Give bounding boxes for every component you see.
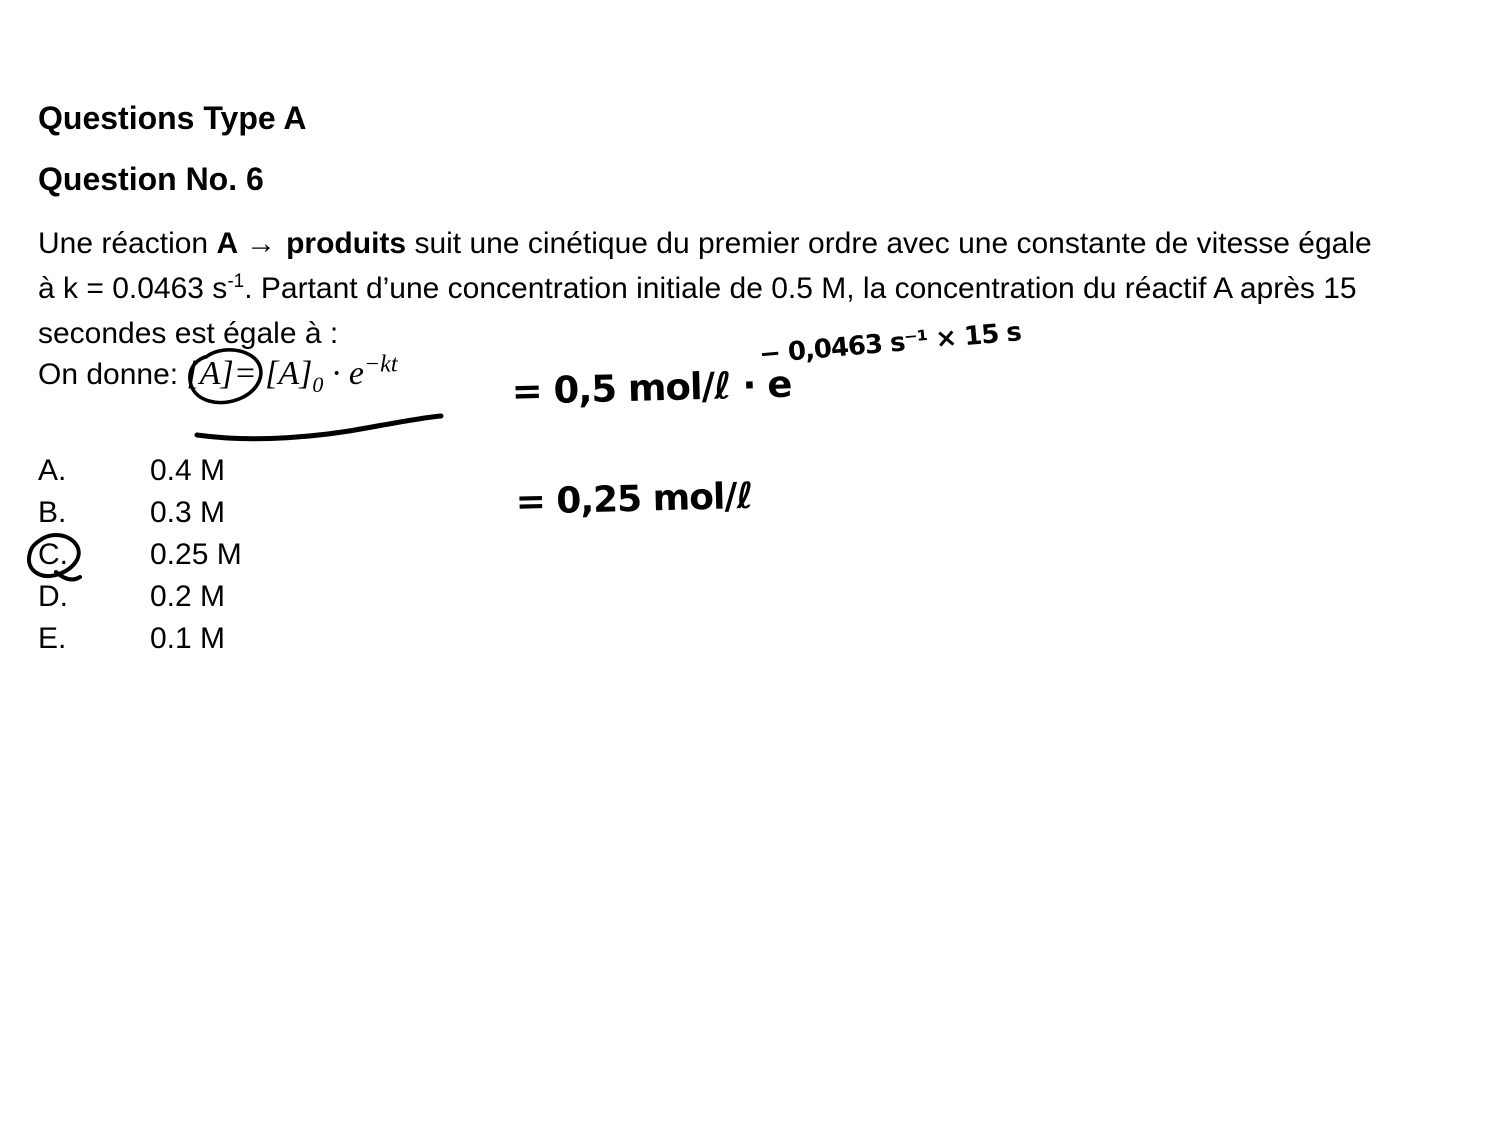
option-value-a: 0.4 M bbox=[150, 454, 226, 487]
given-formula-line bbox=[38, 352, 397, 397]
option-letter-e: E. bbox=[38, 622, 67, 655]
seconds-inverse-superscript: -1 bbox=[227, 271, 245, 292]
formula-e-base: e bbox=[348, 355, 364, 392]
handwritten-work-line-1: = 0,5 mol/ℓ · e bbox=[511, 362, 792, 413]
option-value-c: 0.25 M bbox=[150, 538, 242, 571]
formula-lhs: [A] bbox=[186, 355, 234, 392]
question-line-2 bbox=[38, 267, 1357, 311]
question-line-1-pre: Une réaction bbox=[38, 227, 217, 260]
option-letter-a: A. bbox=[38, 454, 67, 487]
question-number-heading: Question No. 6 bbox=[38, 161, 264, 197]
formula-equals: = bbox=[233, 355, 266, 392]
handwritten-exponent: − 0,0463 s⁻¹ × 15 s bbox=[757, 317, 1023, 370]
formula-exponent: −kt bbox=[363, 351, 398, 378]
option-row-a bbox=[38, 450, 242, 492]
question-line-3: secondes est égale à : bbox=[38, 317, 339, 350]
question-line-1-post: suit une cinétique du premier ordre avec une constante de vitesse égale bbox=[406, 227, 1372, 260]
section-heading: Questions Type A bbox=[38, 100, 307, 136]
underline-annotation-formula bbox=[197, 416, 441, 439]
rate-constant-text: à k = 0.0463 s bbox=[38, 272, 228, 305]
reactant-a-label: A bbox=[216, 227, 239, 260]
option-value-b: 0.3 M bbox=[150, 496, 226, 529]
option-value-e: 0.1 M bbox=[150, 622, 226, 655]
reaction-arrow-icon: → bbox=[246, 227, 277, 260]
option-row-b bbox=[38, 492, 242, 534]
formula-multiplication-dot: · bbox=[323, 355, 349, 392]
products-label: produits bbox=[286, 227, 407, 260]
formula-rhs-base: [A] bbox=[265, 355, 313, 392]
option-letter-b: B. bbox=[38, 496, 67, 529]
formula-subscript-zero: 0 bbox=[312, 371, 324, 397]
question-line-1 bbox=[38, 222, 1372, 266]
handwritten-work-line-2: = 0,25 mol/ℓ bbox=[515, 475, 753, 523]
option-row-d bbox=[38, 576, 242, 618]
option-letter-c: C. bbox=[38, 538, 68, 571]
option-row-e bbox=[38, 618, 242, 660]
given-label: On donne: bbox=[38, 358, 187, 391]
answer-options-list bbox=[38, 450, 242, 660]
option-row-c bbox=[38, 534, 242, 576]
option-value-d: 0.2 M bbox=[150, 580, 226, 613]
option-letter-d: D. bbox=[38, 580, 68, 613]
question-line-2-post: . Partant d’une concentration initiale de 0.5 M, la concentration du réactif A après 15 bbox=[244, 272, 1357, 305]
